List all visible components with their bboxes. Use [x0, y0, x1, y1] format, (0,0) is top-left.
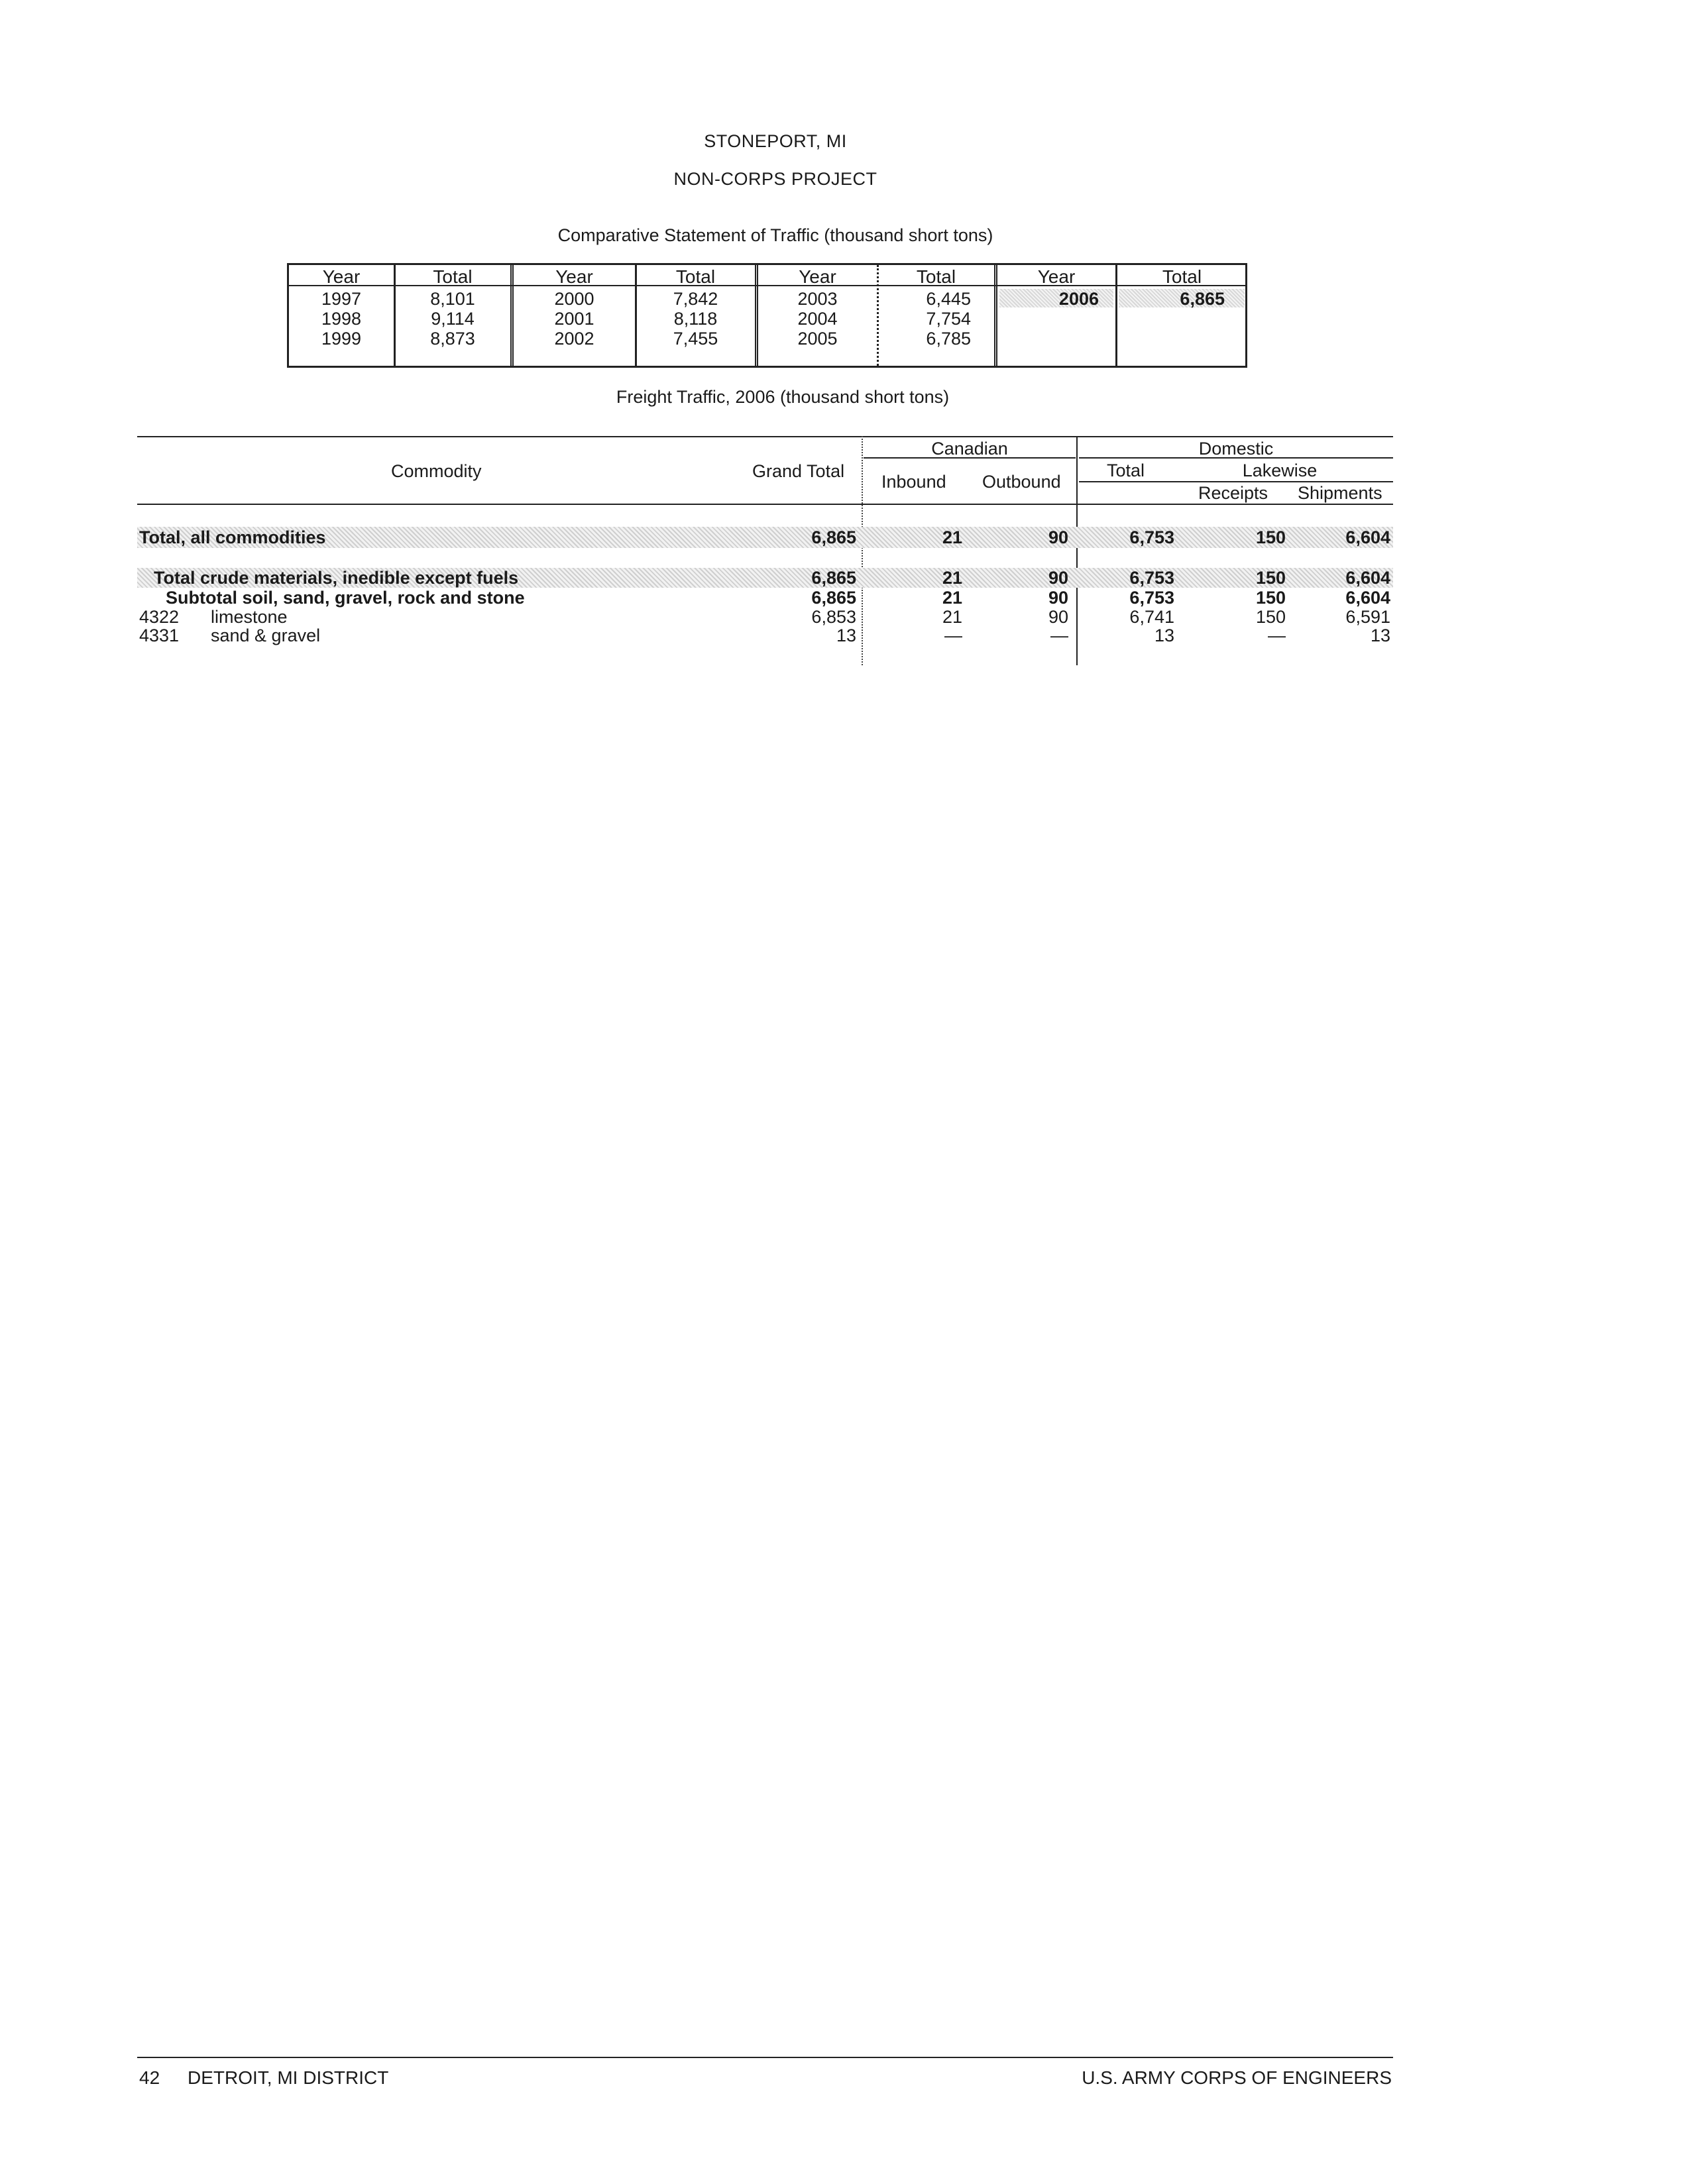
cell-grand-total: 13	[836, 626, 856, 645]
cell-dom-total: 6,753	[1129, 527, 1174, 547]
cell-grand-total: 6,865	[811, 568, 856, 588]
cell-inbound: 21	[942, 588, 962, 608]
cell-receipts: 150	[1255, 588, 1286, 608]
cell-outbound: 90	[1048, 588, 1068, 608]
cell-shipments: 6,604	[1345, 588, 1390, 608]
cell-shipments: 6,604	[1345, 527, 1390, 547]
col-lakewise: Lakewise	[1242, 461, 1318, 480]
comp-header-year-2: Year	[555, 266, 593, 287]
footer-district: DETROIT, MI DISTRICT	[188, 2067, 389, 2088]
cell-grand-total: 6,865	[811, 527, 856, 547]
cell-outbound: 90	[1048, 568, 1068, 588]
comp-total: 6,445	[926, 289, 971, 309]
comparative-table	[287, 263, 1247, 368]
cell-dom-total: 6,753	[1129, 588, 1174, 608]
cell-shipments: 6,604	[1345, 568, 1390, 588]
col-commodity: Commodity	[391, 461, 482, 481]
comp-year: 1999	[321, 329, 362, 349]
comp-header-total-4: Total	[1162, 266, 1202, 287]
cell-receipts: 150	[1255, 607, 1286, 627]
col-domestic: Domestic	[1198, 439, 1274, 459]
cell-shipments: 6,591	[1345, 607, 1390, 627]
row-code: 4331	[139, 626, 180, 645]
comp-year: 2003	[797, 289, 838, 309]
cell-dom-total: 6,753	[1129, 568, 1174, 588]
cell-inbound: 21	[942, 527, 962, 547]
cell-inbound: —	[944, 626, 962, 645]
comp-header-total-1: Total	[433, 266, 473, 287]
comp-total: 9,114	[431, 309, 475, 329]
row-label: Total crude materials, inedible except fuels	[154, 568, 519, 588]
cell-receipts: —	[1268, 626, 1286, 645]
footer-agency: U.S. ARMY CORPS OF ENGINEERS	[1082, 2067, 1392, 2088]
cell-grand-total: 6,853	[811, 607, 856, 627]
cell-outbound: 90	[1048, 527, 1068, 547]
comp-year: 2000	[554, 289, 594, 309]
row-label: limestone	[211, 607, 288, 627]
comp-header-total-2: Total	[675, 266, 716, 287]
comp-year: 2005	[797, 329, 838, 349]
cell-receipts: 150	[1255, 527, 1286, 547]
comp-total: 8,118	[673, 309, 718, 329]
row-label: sand & gravel	[211, 626, 321, 645]
col-canadian: Canadian	[931, 439, 1008, 459]
freight-title: Freight Traffic, 2006 (thousand short tons)	[616, 387, 950, 407]
cell-dom-total: 13	[1154, 626, 1174, 645]
project-title: NON-CORPS PROJECT	[673, 169, 877, 189]
col-outbound: Outbound	[982, 472, 1061, 492]
col-shipments: Shipments	[1298, 483, 1382, 503]
comp-total: 6,785	[926, 329, 971, 349]
row-label: Subtotal soil, sand, gravel, rock and stone	[166, 588, 525, 608]
comp-total-current: 6,865	[1119, 289, 1245, 307]
cell-outbound: 90	[1048, 607, 1068, 627]
cell-dom-total: 6,741	[1129, 607, 1174, 627]
comparative-title: Comparative Statement of Traffic (thousand short tons)	[557, 225, 993, 245]
comp-total: 8,873	[430, 329, 475, 349]
comp-header-year-1: Year	[322, 266, 361, 287]
cell-inbound: 21	[942, 568, 962, 588]
comp-year: 2001	[554, 309, 594, 329]
cell-receipts: 150	[1255, 568, 1286, 588]
page-number: 42	[139, 2067, 160, 2088]
comp-total: 7,754	[926, 309, 971, 329]
col-receipts: Receipts	[1198, 483, 1268, 503]
comp-header-year-3: Year	[799, 266, 836, 287]
comp-year-current: 2006	[999, 289, 1113, 307]
cell-grand-total: 6,865	[811, 588, 856, 608]
cell-outbound: —	[1050, 626, 1068, 645]
comp-total: 7,842	[673, 289, 718, 309]
comp-year: 1998	[321, 309, 362, 329]
cell-shipments: 13	[1370, 626, 1390, 645]
col-inbound: Inbound	[881, 472, 946, 492]
row-label: Total, all commodities	[139, 527, 326, 547]
cell-inbound: 21	[942, 607, 962, 627]
comp-header-total-3: Total	[916, 266, 956, 287]
location-title: STONEPORT, MI	[704, 131, 847, 151]
comp-year: 2004	[797, 309, 838, 329]
col-dom-total: Total	[1107, 461, 1145, 480]
comp-total: 8,101	[430, 289, 475, 309]
comp-header-year-4: Year	[1037, 266, 1076, 287]
comp-year: 1997	[321, 289, 362, 309]
comp-year: 2002	[554, 329, 594, 349]
row-code: 4322	[139, 607, 180, 627]
col-grand-total: Grand Total	[752, 461, 845, 481]
comp-total: 7,455	[673, 329, 718, 349]
